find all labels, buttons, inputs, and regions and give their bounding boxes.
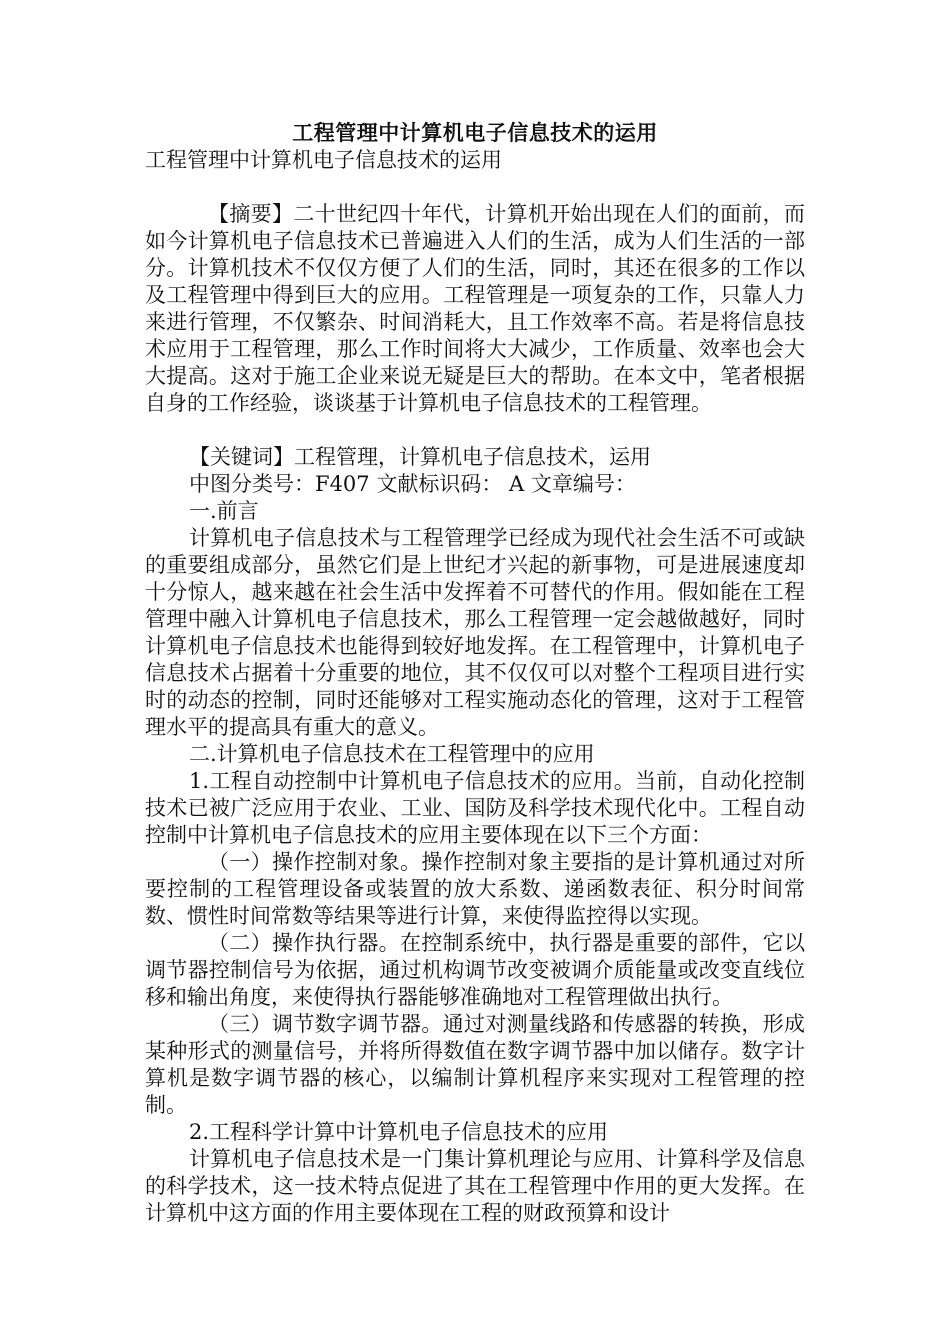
section2-heading: 二.计算机电子信息技术在工程管理中的应用 [189, 742, 595, 766]
list-item-actuator: （二）操作执行器。在控制系统中，执行器是重要的部件，它以调节器控制信号为依据，通过机构调节改变被调介质能量或改变直线位移和输出角度，来使得执行器能够准确地对工程管理做出执行。 [145, 931, 805, 1009]
document-page [145, 120, 805, 1227]
section2-1-paragraph: 1.工程自动控制中计算机电子信息技术的应用。当前，自动化控制技术已被广泛应用于农业、工业、国防及科学技术现代化中。工程自动控制中计算机电子信息技术的应用主要体现在以下三个方面： [145, 769, 805, 847]
keywords-line: 【关键词】工程管理，计算机电子信息技术，运用 [189, 445, 651, 469]
document-subtitle: 工程管理中计算机电子信息技术的运用 [145, 148, 502, 172]
section2-2-body: 计算机电子信息技术是一门集计算机理论与应用、计算科学及信息的科学技术，这一技术特点促进了其在工程管理中作用的更大发挥。在计算机中这方面的作用主要体现在工程的财政预算和设计 [145, 1147, 805, 1225]
list-item-digital-regulator: （三）调节数字调节器。通过对测量线路和传感器的转换，形成某种形式的测量信号，并将所得数值在数字调节器中加以储存。数字计算机是数字调节器的核心，以编制计算机程序来实现对工程管理的控制。 [145, 1012, 805, 1117]
section2-2-heading: 2.工程科学计算中计算机电子信息技术的应用 [189, 1120, 609, 1144]
classification-line: 中图分类号：F407 文献标识码： A 文章编号： [189, 472, 636, 496]
abstract-paragraph: 【摘要】二十世纪四十年代，计算机开始出现在人们的面前，而如今计算机电子信息技术已普遍进入人们的生活，成为人们生活的一部分。计算机技术不仅仅方便了人们的生活，同时，其还在很多的工作以及工程管理中得到巨大的应用。工程管理是一项复杂的工作，只靠人力来进行管理，不仅繁杂、时间消耗大，且工作效率不高。若是将信息技术应用于工程管理，那么工作时间将大大减少，工作质量、效率也会大大提高。这对于施工企业来说无疑是巨大的帮助。在本文中，笔者根据自身的工作经验，谈谈基于计算机电子信息技术的工程管理。 [145, 202, 805, 415]
section1-heading: 一.前言 [189, 499, 259, 523]
list-item-operation-object: （一）操作控制对象。操作控制对象主要指的是计算机通过对所要控制的工程管理设备或装置的放大系数、递函数表征、积分时间常数、惯性时间常数等结果等进行计算，来使得监控得以实现。 [145, 850, 805, 928]
section1-body: 计算机电子信息技术与工程管理学已经成为现代社会生活不可或缺的重要组成部分，虽然它们是上世纪才兴起的新事物，可是进展速度却十分惊人，越来越在社会生活中发挥着不可替代的作用。假如能在工程管理中融入计算机电子信息技术，那么工程管理一定会越做越好，同时计算机电子信息技术也能得到较好地发挥。在工程管理中，计算机电子信息技术占据着十分重要的地位，其不仅仅可以对整个工程项目进行实时的动态的控制，同时还能够对工程实施动态化的管理，这对于工程管理水平的提高具有重大的意义。 [145, 526, 805, 739]
document-title: 工程管理中计算机电子信息技术的运用 [292, 121, 658, 145]
paragraph-gap [145, 417, 805, 444]
